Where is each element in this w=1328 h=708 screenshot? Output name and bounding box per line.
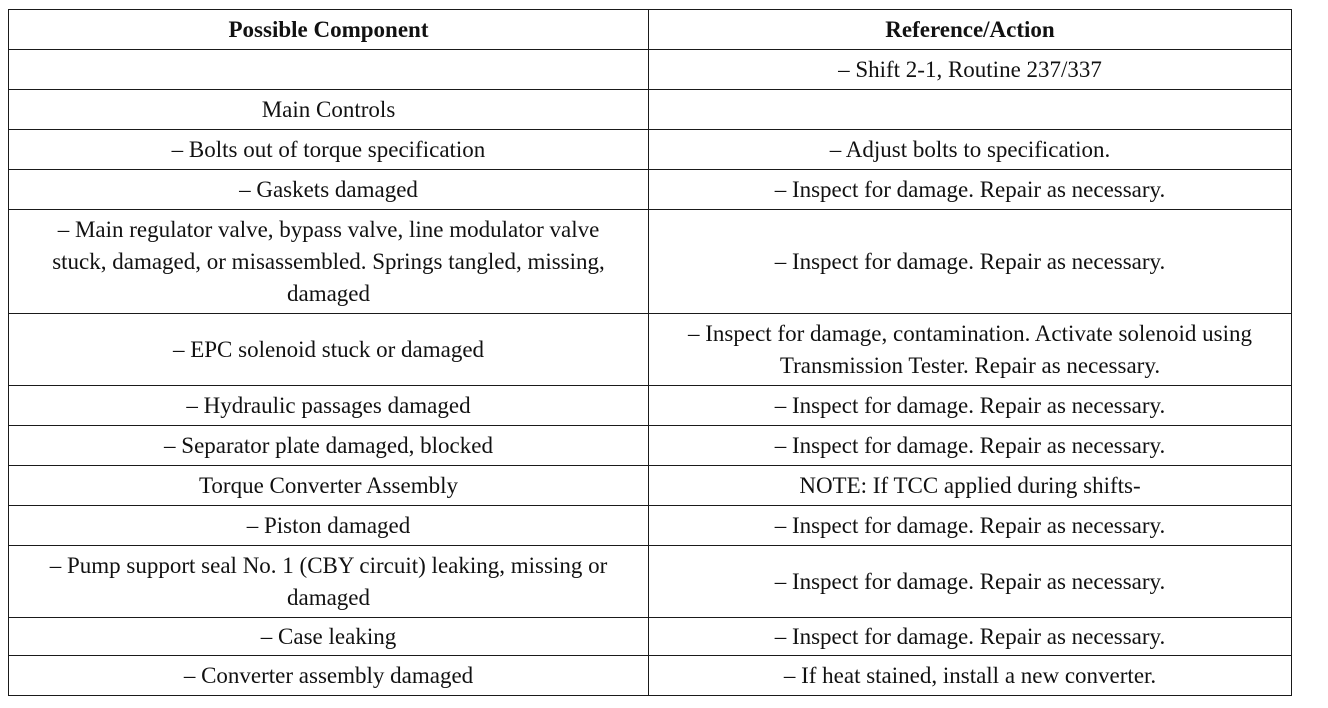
- component-cell: – Bolts out of torque specification: [9, 130, 649, 170]
- component-cell: [9, 50, 649, 90]
- action-cell: – Inspect for damage. Repair as necessary.: [649, 618, 1292, 656]
- table-row: [9, 130, 1292, 170]
- action-cell: – Adjust bolts to specification.: [649, 130, 1292, 170]
- action-cell: – Inspect for damage. Repair as necessary.: [649, 386, 1292, 426]
- component-cell: [9, 210, 649, 314]
- header-row: [9, 10, 1292, 50]
- table-row: [9, 466, 1292, 506]
- table-row: [9, 546, 1292, 618]
- table-row: [9, 314, 1292, 386]
- component-text: – Main regulator valve, bypass valve, line modulator valve stuck, damaged, or misassembled. Springs tangled, missing, damaged: [52, 216, 605, 306]
- action-cell: NOTE: If TCC applied during shifts-: [649, 466, 1292, 506]
- table-row: [9, 90, 1292, 130]
- table-row: [9, 210, 1292, 314]
- action-cell: [649, 314, 1292, 386]
- component-cell: – Gaskets damaged: [9, 170, 649, 210]
- component-cell: – Case leaking: [9, 618, 649, 656]
- action-cell: [649, 90, 1292, 130]
- component-cell: – Converter assembly damaged: [9, 656, 649, 696]
- action-text: – Inspect for damage, contamination. Activate solenoid using Transmission Tester. Repair as necessary.: [688, 320, 1252, 378]
- action-cell: – Inspect for damage. Repair as necessary.: [649, 170, 1292, 210]
- table-row: [9, 386, 1292, 426]
- action-cell: – Inspect for damage. Repair as necessary.: [649, 546, 1292, 618]
- action-cell: – Inspect for damage. Repair as necessary.: [649, 210, 1292, 314]
- component-cell: Main Controls: [9, 90, 649, 130]
- header-possible-component: Possible Component: [9, 10, 649, 50]
- table-row: [9, 618, 1292, 656]
- table-row: [9, 170, 1292, 210]
- table-row: [9, 656, 1292, 696]
- component-cell: – Separator plate damaged, blocked: [9, 426, 649, 466]
- action-cell: – If heat stained, install a new converter.: [649, 656, 1292, 696]
- table-row: [9, 506, 1292, 546]
- header-reference-action: Reference/Action: [649, 10, 1292, 50]
- table-row: [9, 426, 1292, 466]
- component-cell: – Piston damaged: [9, 506, 649, 546]
- component-cell: Torque Converter Assembly: [9, 466, 649, 506]
- component-text: – Pump support seal No. 1 (CBY circuit) leaking, missing or damaged: [49, 552, 608, 610]
- troubleshooting-table: [8, 9, 1292, 696]
- action-cell: – Shift 2-1, Routine 237/337: [649, 50, 1292, 90]
- action-cell: – Inspect for damage. Repair as necessary.: [649, 506, 1292, 546]
- action-cell: – Inspect for damage. Repair as necessary.: [649, 426, 1292, 466]
- component-cell: – EPC solenoid stuck or damaged: [9, 314, 649, 386]
- component-cell: – Hydraulic passages damaged: [9, 386, 649, 426]
- table-row: [9, 50, 1292, 90]
- component-cell: [9, 546, 649, 618]
